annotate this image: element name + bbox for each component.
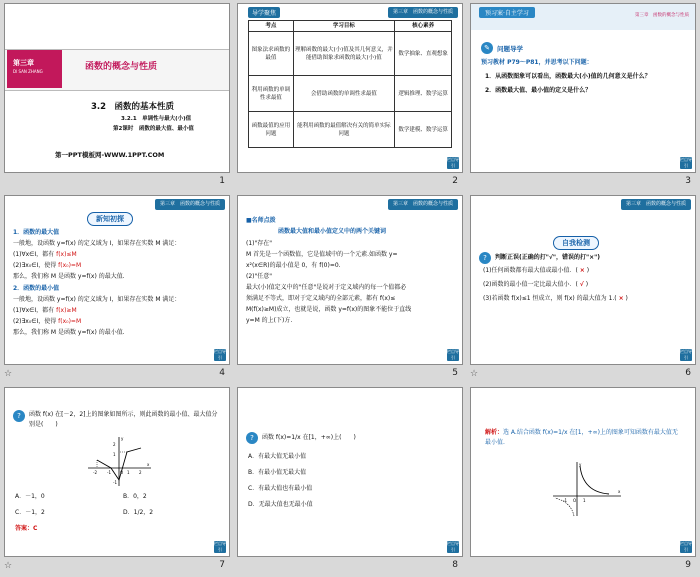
- tick-label: O: [573, 498, 577, 503]
- axis-label: x: [618, 489, 621, 494]
- tick-label: O: [120, 470, 124, 475]
- slide-thumb-5[interactable]: [233, 192, 466, 384]
- slide-thumb-8[interactable]: [233, 384, 466, 576]
- table-cell: 函数最值的应用问题: [249, 112, 294, 148]
- tip-subtitle: 函数最大值和最小值定义中的两个关键词: [278, 228, 387, 235]
- subsection-1: 3.2.1 单调性与最大(小)值: [121, 116, 192, 122]
- preview-intro: 预习教材 P79～P81，并思考以下问题：: [481, 59, 593, 66]
- slide-thumb-2[interactable]: [233, 0, 466, 192]
- def-max-end: 那么，我们称 M 是函数 y=f(x) 的最大值.: [13, 273, 125, 280]
- option-c: C．－1，2: [15, 509, 45, 516]
- slide-number: 8: [452, 560, 458, 570]
- table-cell: 利用函数的单调性求最值: [249, 76, 294, 112]
- subsection-2: 第2课时 函数的最大值、最小值: [113, 126, 194, 132]
- star-icon: ☆: [4, 561, 13, 571]
- slide-5: [237, 195, 463, 365]
- tip-title: ■名师点拨: [246, 217, 276, 224]
- slide-number: 4: [219, 368, 225, 378]
- table-cell: 理解函数的最大(小)值及其几何意义，并能借助图象求函数的最大(小)值: [293, 32, 395, 76]
- analysis-text: 解析：选 A.结合函数 f(x)=1/x 在[1，+∞)上的图象可知函数有最大值无最小值.: [485, 429, 678, 446]
- slide-number: 1: [219, 176, 225, 186]
- return-button[interactable]: 栏目导引: [447, 157, 459, 168]
- def-min-end: 那么，我们称 M 是函数 y=f(x) 的最小值.: [13, 329, 125, 336]
- tick-label: -1: [107, 470, 111, 475]
- return-button[interactable]: 栏目导引: [214, 349, 226, 360]
- option-b: B．有最小值无最大值: [248, 469, 307, 476]
- return-button[interactable]: 栏目导引: [214, 541, 226, 552]
- slide-6: [470, 195, 696, 365]
- return-button[interactable]: 栏目导引: [680, 349, 692, 360]
- judge-intro: 判断正误(正确的打"√"，错误的打"×"): [495, 254, 601, 261]
- function-graph: [83, 434, 153, 490]
- tip-line: 须满足不等式，即对于定义域内的全部元素，都有 f(x)≤: [246, 295, 396, 302]
- slide-thumb-3[interactable]: [466, 0, 699, 192]
- return-button[interactable]: 栏目导引: [680, 157, 692, 168]
- slide-thumb-9[interactable]: [466, 384, 699, 576]
- section-title: 3.2 函数的基本性质: [91, 102, 175, 112]
- table-cell: 能利用函数的最值解决有关的简单实际问题: [293, 112, 395, 148]
- slide-thumb-7[interactable]: [0, 384, 233, 576]
- table-cell: 逻辑推理、数学运算: [395, 76, 452, 112]
- slide-number: 3: [685, 176, 691, 186]
- option-b: B．0，2: [123, 493, 147, 500]
- axis-label: y: [579, 462, 582, 467]
- slide-number: 7: [219, 560, 225, 570]
- table-cell: 数学抽象、直观想象: [395, 32, 452, 76]
- question-text: 函数 f(x)=1/x 在[1，+∞)上( ): [262, 434, 356, 441]
- question-badge-icon: ?: [479, 252, 491, 264]
- axis-label: x: [147, 462, 150, 467]
- axis-label: y: [121, 436, 124, 441]
- chapter-tag: 第三章 函数的概念与性质: [388, 199, 458, 210]
- answer: 答案：C: [15, 525, 38, 532]
- tick-label: 2: [113, 442, 116, 447]
- tick-label: 1: [113, 452, 116, 457]
- question-text: 函数 f(x) 在[－2，2]上的图象如图所示，则此函数的最小值、最大值分别是( ): [29, 411, 218, 428]
- star-icon: ☆: [470, 369, 479, 379]
- chapter-tag: 第三章 函数的概念与性质: [155, 199, 225, 210]
- cond-4: (2)∃x₀∈I，使得 f(x₀)=M: [13, 318, 82, 325]
- chat-icon: ✎: [481, 42, 493, 54]
- return-button[interactable]: 栏目导引: [680, 541, 692, 552]
- chapter-tag: 第三章 函数的概念与性质: [388, 7, 458, 18]
- tick-label: 2: [139, 470, 142, 475]
- table-cell: 数学建模、数学运算: [395, 112, 452, 148]
- chapter-badge: 第三章 DI SAN ZHANG: [7, 50, 62, 88]
- footer-watermark: 第一PPT模板网-WWW.1PPT.COM: [55, 151, 165, 159]
- question-2: 2．函数最大值、最小值的定义是什么？: [485, 87, 592, 94]
- return-button[interactable]: 栏目导引: [447, 541, 459, 552]
- question-1: 1．从函数图象可以看出，函数最大(小)值的几何意义是什么？: [485, 73, 651, 80]
- tick-label: -2: [93, 470, 97, 475]
- col-header: 考点: [249, 21, 294, 32]
- slide-number: 5: [452, 368, 458, 378]
- section-header: 导学聚焦: [248, 7, 280, 18]
- reciprocal-graph: [549, 458, 627, 518]
- def-min-intro: 一般地，设函数 y=f(x) 的定义域为 I，如果存在实数 M 满足：: [13, 296, 181, 303]
- cond-1: (1)∀x∈I，都有 f(x)≤M: [13, 251, 77, 258]
- tick-label: 1: [583, 498, 586, 503]
- slide-7: [4, 387, 230, 557]
- cond-3: (1)∀x∈I，都有 f(x)≥M: [13, 307, 77, 314]
- chapter-title: 函数的概念与性质: [85, 62, 158, 72]
- new-knowledge-pill: 新知初探: [87, 212, 133, 226]
- question-badge-icon: ?: [13, 410, 25, 422]
- preview-tag: 预习案·自主学习: [479, 7, 535, 18]
- judge-item-1: (1)任何函数都有最大值或最小值．( × ): [483, 267, 590, 274]
- option-a: A．－1，0: [15, 493, 45, 500]
- tip-line: y=M 的上(下)方.: [246, 317, 293, 324]
- question-badge-icon: ?: [246, 432, 258, 444]
- option-a: A．有最大值无最小值: [248, 453, 307, 460]
- chapter-tag: 第三章 函数的概念与性质: [635, 13, 689, 18]
- slide-9: [470, 387, 696, 557]
- heading-min: 2．函数的最小值: [13, 285, 60, 292]
- tip-line: x²(x∈R)的最小值是 0，有 f(0)=0.: [246, 262, 341, 269]
- return-button[interactable]: 栏目导引: [447, 349, 459, 360]
- slide-thumb-6[interactable]: [466, 192, 699, 384]
- tick-label: 1: [127, 470, 130, 475]
- heading-max: 1．函数的最大值: [13, 229, 60, 236]
- tip-line: (2)"任意": [246, 273, 273, 280]
- tip-line: M(f(x)≥M)成立，也就是说，函数 y=f(x)的图象不能位于直线: [246, 306, 412, 313]
- def-max-intro: 一般地，设函数 y=f(x) 的定义域为 I，如果存在实数 M 满足：: [13, 240, 181, 247]
- question-guide-title: 问题导学: [497, 45, 523, 53]
- table-cell: 图象法求函数的最值: [249, 32, 294, 76]
- slide-number: 9: [685, 560, 691, 570]
- slide-8: [237, 387, 463, 557]
- goals-table: [248, 20, 452, 148]
- self-check-pill: 自我检测: [553, 236, 599, 250]
- tick-label: -1: [113, 480, 117, 485]
- cond-2: (2)∃x₀∈I，使得 f(x₀)=M: [13, 262, 82, 269]
- chapter-tag: 第三章 函数的概念与性质: [621, 199, 691, 210]
- slide-number: 2: [452, 176, 458, 186]
- judge-item-2: (2)函数的最小值一定比最大值小．( √ ): [483, 281, 589, 288]
- tip-line: 最大(小)值定义中的"任意"是说对于定义域内的每一个值都必: [246, 284, 407, 291]
- table-cell: 会借助函数的单调性求最值: [293, 76, 395, 112]
- option-c: C．有最大值也有最小值: [248, 485, 313, 492]
- judge-item-3: (3)若函数 f(x)≤1 恒成立，则 f(x) 的最大值为 1.( × ): [483, 295, 628, 302]
- slide-thumb-1[interactable]: [0, 0, 233, 192]
- option-d: D．无最大值也无最小值: [248, 501, 313, 508]
- slide-2: [237, 3, 463, 173]
- slide-thumb-4[interactable]: [0, 192, 233, 384]
- star-icon: ☆: [4, 369, 13, 379]
- slide-1: [4, 3, 230, 173]
- option-d: D．1/2，2: [123, 509, 154, 516]
- slide-number: 6: [685, 368, 691, 378]
- col-header: 学习目标: [293, 21, 395, 32]
- tip-line: (1)"存在": [246, 240, 273, 247]
- tick-label: -1: [563, 498, 567, 503]
- col-header: 核心素养: [395, 21, 452, 32]
- slide-3: [470, 3, 696, 173]
- slide-4: [4, 195, 230, 365]
- tip-line: M 首先是一个函数值，它是值域中的一个元素.如函数 y=: [246, 251, 398, 258]
